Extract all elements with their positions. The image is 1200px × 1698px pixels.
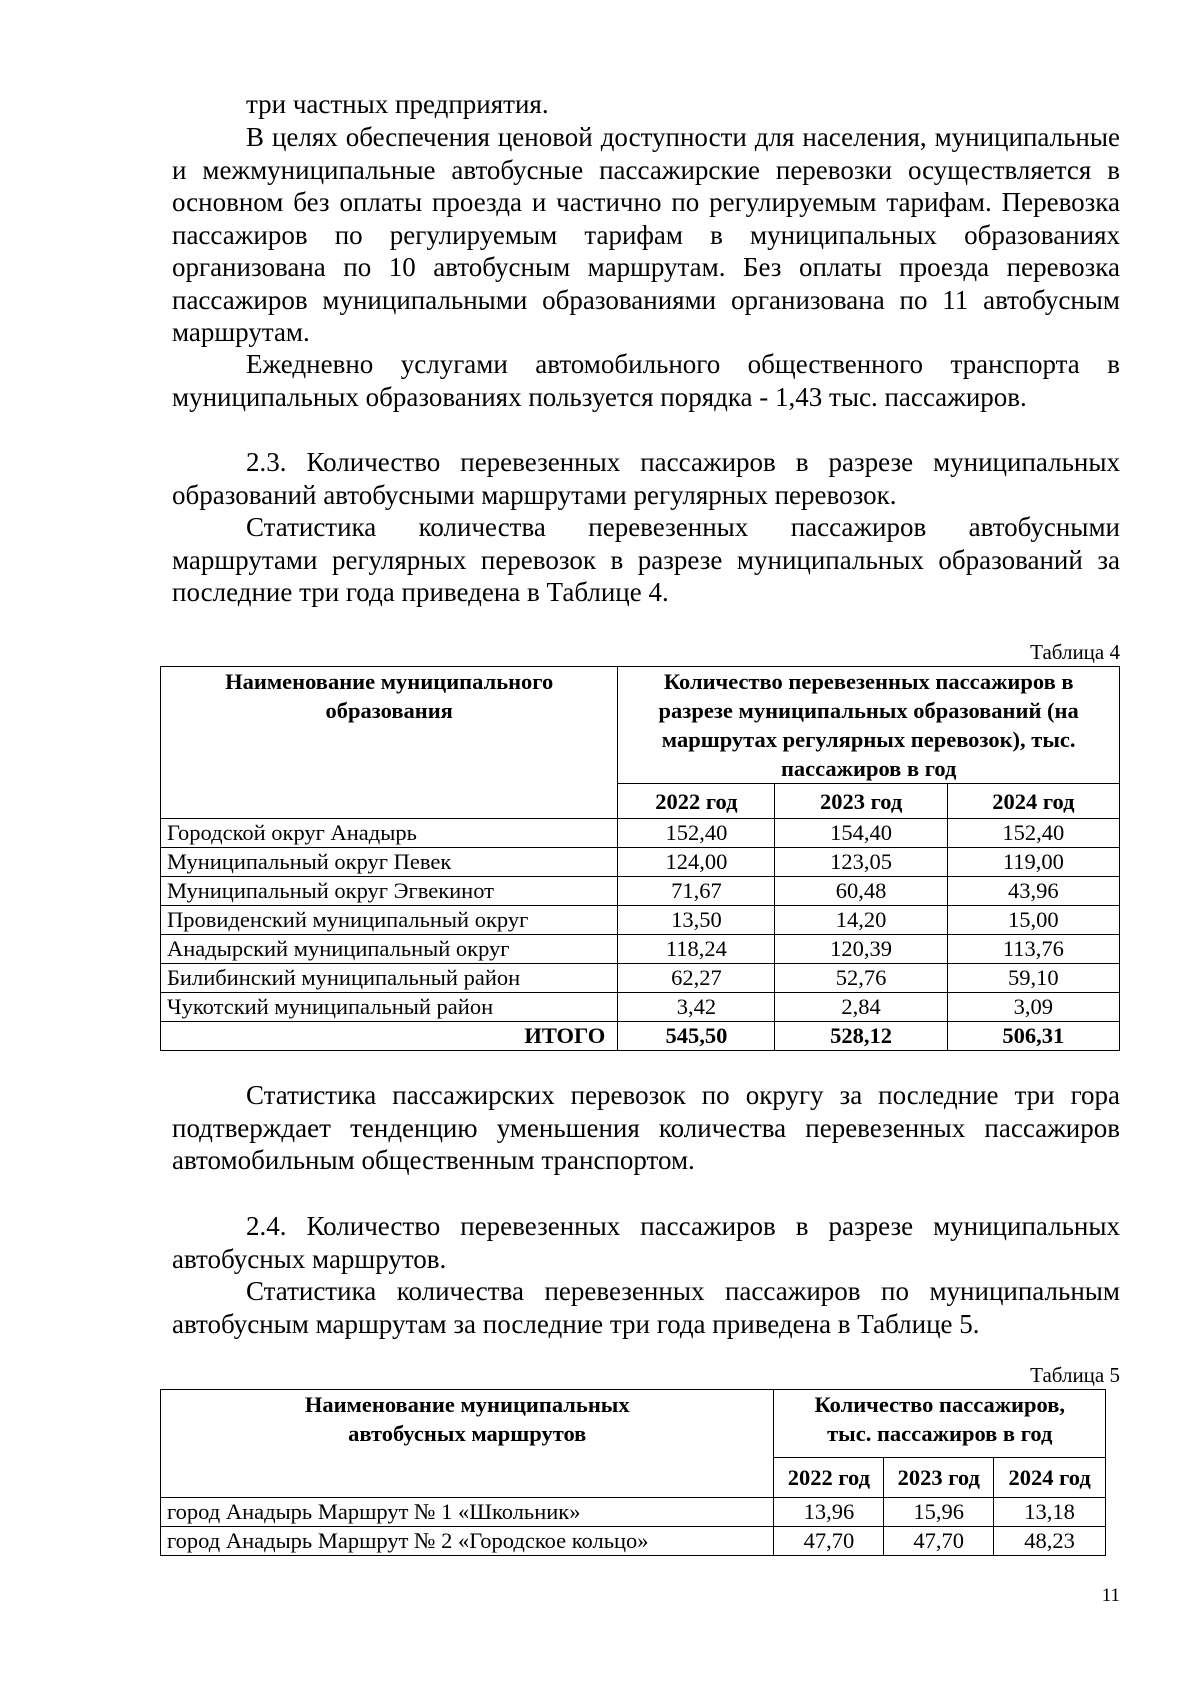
table-5-year-2024: 2024 год [994, 1458, 1106, 1498]
table-4-year-2022: 2022 год [618, 784, 775, 819]
row-value-2024: 119,00 [947, 848, 1119, 877]
table-row [161, 877, 1120, 906]
paragraph-2: В целях обеспечения ценовой доступности для населения, муниципальные и межмуниципальные автобусные пассажирские перевозки осуществляется в основном без оплаты проезда и частично по регулируемым тарифам. Перевозка пассажиров по регулируемым тарифам в муниципальных образованиях организована по 10 автобусным маршрутам. Без оплаты проезда перевозка пассажиров муниципальными образованиями организована по 11 автобусным маршрутам. [172, 122, 1120, 347]
row-value-2022: 62,27 [618, 964, 775, 993]
table-row [161, 964, 1120, 993]
row-value-2022: 71,67 [618, 877, 775, 906]
table-row [161, 819, 1120, 848]
table-4 [160, 666, 1120, 1051]
row-value-2024: 59,10 [947, 964, 1119, 993]
row-value-2023: 154,40 [775, 819, 947, 848]
row-value-2024: 48,23 [994, 1527, 1106, 1556]
row-value-2022: 13,50 [618, 906, 775, 935]
table-4-header-name: Наименование муниципального образования [161, 667, 618, 819]
row-value-2023: 2,84 [775, 993, 947, 1022]
table-4-caption: Таблица 4 [1030, 640, 1120, 664]
row-value-2024: 15,00 [947, 906, 1119, 935]
table-5-header-group: Количество пассажиров, тыс. пассажиров в год [774, 1390, 1106, 1458]
row-value-2024: 152,40 [947, 819, 1119, 848]
total-value-2022: 545,50 [618, 1022, 775, 1051]
table-5-header-name: Наименование муниципальных автобусных маршрутов [161, 1390, 774, 1498]
table-5-caption: Таблица 5 [1030, 1363, 1120, 1387]
row-value-2024: 43,96 [947, 877, 1119, 906]
row-value-2022: 3,42 [618, 993, 775, 1022]
row-name: Чукотский муниципальный район [161, 993, 618, 1022]
row-name: Провиденский муниципальный округ [161, 906, 618, 935]
row-value-2024: 113,76 [947, 935, 1119, 964]
table-row [161, 906, 1120, 935]
table-5-year-2023: 2023 год [884, 1458, 994, 1498]
table-row [161, 1527, 1106, 1556]
row-name: Билибинский муниципальный район [161, 964, 618, 993]
paragraph-5: Статистика количества перевезенных пассажиров автобусными маршрутами регулярных перевозок в разрезе муниципальных образований за последние три года приведена в Таблице 4. [172, 512, 1120, 607]
table-4-header-group: Количество перевезенных пассажиров в разрезе муниципальных образований (на маршрутах регулярных перевозок), тыс. пассажиров в год [618, 667, 1120, 784]
row-value-2024: 3,09 [947, 993, 1119, 1022]
table-row [161, 1498, 1106, 1527]
row-value-2022: 13,96 [774, 1498, 884, 1527]
table-4-year-2023: 2023 год [775, 784, 947, 819]
total-value-2024: 506,31 [947, 1022, 1119, 1051]
row-value-2023: 47,70 [884, 1527, 994, 1556]
table-row [161, 848, 1120, 877]
section-2-4-heading: 2.4. Количество перевезенных пассажиров в разрезе муниципальных автобусных маршрутов. [172, 1211, 1120, 1274]
row-name: Городской округ Анадырь [161, 819, 618, 848]
section-2-3-heading: 2.3. Количество перевезенных пассажиров в разрезе муниципальных образований автобусными маршрутами регулярных перевозок. [172, 447, 1120, 510]
row-name: город Анадырь Маршрут № 2 «Городское кольцо» [161, 1527, 774, 1556]
row-value-2023: 52,76 [775, 964, 947, 993]
table-5-year-2022: 2022 год [774, 1458, 884, 1498]
table-row [161, 993, 1120, 1022]
row-value-2022: 118,24 [618, 935, 775, 964]
row-value-2023: 14,20 [775, 906, 947, 935]
row-name: Муниципальный округ Певек [161, 848, 618, 877]
paragraph-1: три частных предприятия. [246, 89, 549, 119]
row-name: город Анадырь Маршрут № 1 «Школьник» [161, 1498, 774, 1527]
row-value-2022: 47,70 [774, 1527, 884, 1556]
row-value-2022: 124,00 [618, 848, 775, 877]
table-5 [160, 1389, 1106, 1556]
row-value-2024: 13,18 [994, 1498, 1106, 1527]
row-name: Анадырский муниципальный округ [161, 935, 618, 964]
total-value-2023: 528,12 [775, 1022, 947, 1051]
row-value-2023: 120,39 [775, 935, 947, 964]
row-value-2022: 152,40 [618, 819, 775, 848]
table-4-year-2024: 2024 год [947, 784, 1119, 819]
table-row [161, 935, 1120, 964]
paragraph-3: Ежедневно услугами автомобильного общественного транспорта в муниципальных образованиях пользуется порядка - 1,43 тыс. пассажиров. [172, 349, 1120, 412]
row-name: Муниципальный округ Эгвекинот [161, 877, 618, 906]
table-total-row [161, 1022, 1120, 1051]
row-value-2023: 60,48 [775, 877, 947, 906]
row-value-2023: 123,05 [775, 848, 947, 877]
total-label: ИТОГО [161, 1022, 618, 1051]
paragraph-6: Статистика пассажирских перевозок по округу за последние три гора подтверждает тенденцию уменьшения количества перевезенных пассажиров автомобильным общественным транспортом. [172, 1080, 1120, 1175]
row-value-2023: 15,96 [884, 1498, 994, 1527]
page-number: 11 [1101, 1585, 1120, 1606]
paragraph-8: Статистика количества перевезенных пассажиров по муниципальным автобусным маршрутам за последние три года приведена в Таблице 5. [172, 1276, 1120, 1339]
